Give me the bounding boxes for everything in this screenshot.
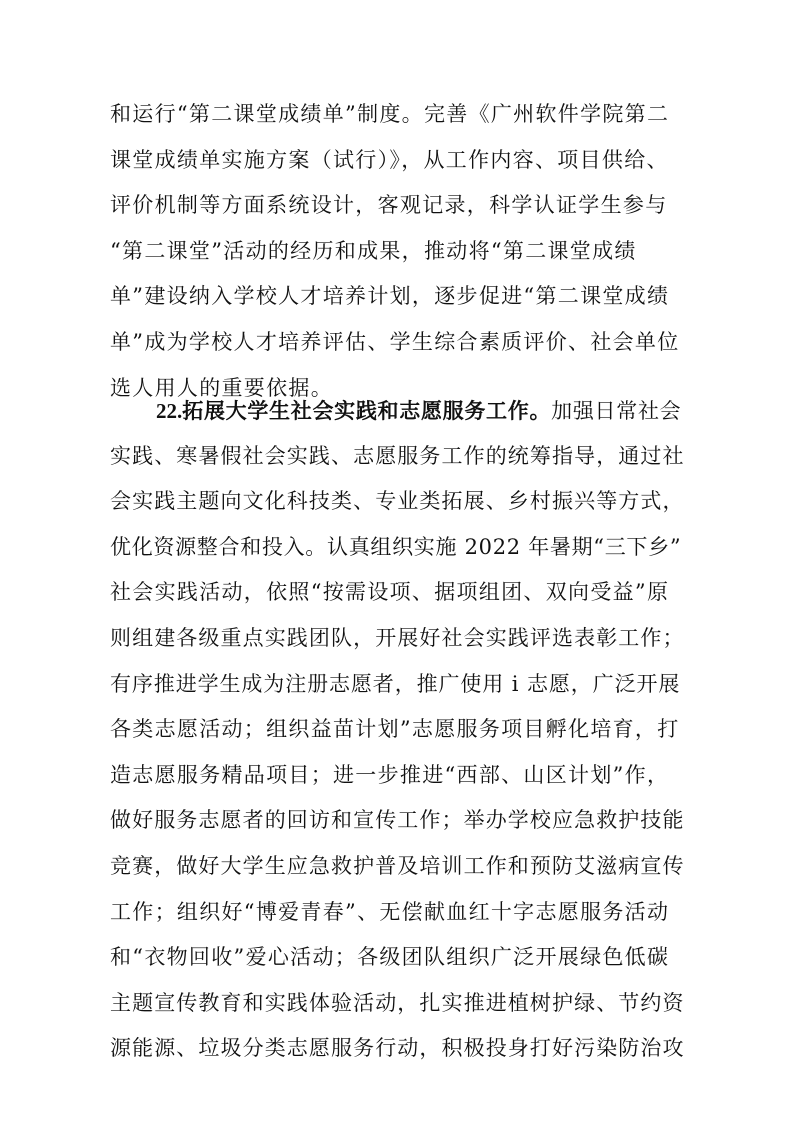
text-line: 则组建各级重点实践团队，开展好社会实践评选表彰工作； bbox=[110, 625, 685, 650]
text-line: 主题宣传教育和实践体验活动，扎实推进植树护绿、节约资 bbox=[110, 990, 685, 1015]
paragraph-second-classroom bbox=[110, 92, 685, 411]
text-line: 竞赛，做好大学生应急救护普及培训工作和预防艾滋病宣传 bbox=[110, 853, 685, 878]
text-line: 单”建设纳入学校人才培养计划，逐步促进“第二课堂成绩 bbox=[110, 284, 670, 309]
text-line: 有序推进学生成为注册志愿者，推广使用 i 志愿，广泛开展 bbox=[110, 671, 681, 696]
heading-number: 22. bbox=[156, 399, 183, 423]
text-line: 源能源、垃圾分类志愿服务行动，积极投身打好污染防治攻 bbox=[110, 1036, 685, 1061]
text-line: 造志愿服务精品项目；进一步推进“西部、山区计划”作， bbox=[110, 762, 670, 787]
text-line: 实践、寒暑假社会实践、志愿服务工作的统筹指导，通过社 bbox=[110, 443, 685, 468]
text-line: 单”成为学校人才培养评估、学生综合素质评价、社会单位 bbox=[110, 329, 680, 354]
text-line: “第二课堂”活动的经历和成果，推动将“第二课堂成绩 bbox=[110, 238, 637, 263]
text-line: 选人用人的重要依据。 bbox=[110, 375, 333, 400]
first-line-text: 加强日常社会 bbox=[551, 399, 682, 423]
text-line: 会实践主题向文化科技类、专业类拓展、乡村振兴等方式， bbox=[110, 489, 685, 514]
text-line: 课堂成绩单实施方案（试行）》，从工作内容、项目供给、 bbox=[110, 147, 669, 172]
text-line: 和运行“第二课堂成绩单”制度。完善《广州软件学院第二 bbox=[110, 102, 670, 126]
text-line: 工作；组织好“博爱青春”、无偿献血红十字志愿服务活动 bbox=[110, 899, 670, 924]
text-line: 各类志愿活动；组织益苗计划”志愿服务项目孵化培育，打 bbox=[110, 717, 680, 742]
text-line: 做好服务志愿者的回访和宣传工作；举办学校应急救护技能 bbox=[110, 808, 685, 833]
text-line: 社会实践活动，依照“按需设项、据项组团、双向受益”原 bbox=[110, 580, 670, 605]
paragraph-first-line bbox=[110, 388, 685, 434]
paragraph-social-practice bbox=[110, 388, 685, 1072]
text-line: 优化资源整合和投入。认真组织实施 2022 年暑期“三下乡” bbox=[110, 534, 682, 559]
text-line: 和“衣物回收”爱心活动；各级团队组织广泛开展绿色低碳 bbox=[110, 945, 670, 970]
text-line: 评价机制等方面系统设计，客观记录，科学认证学生参与 bbox=[110, 193, 668, 218]
section-heading: 拓展大学生社会实践和志愿服务工作。 bbox=[182, 398, 552, 423]
